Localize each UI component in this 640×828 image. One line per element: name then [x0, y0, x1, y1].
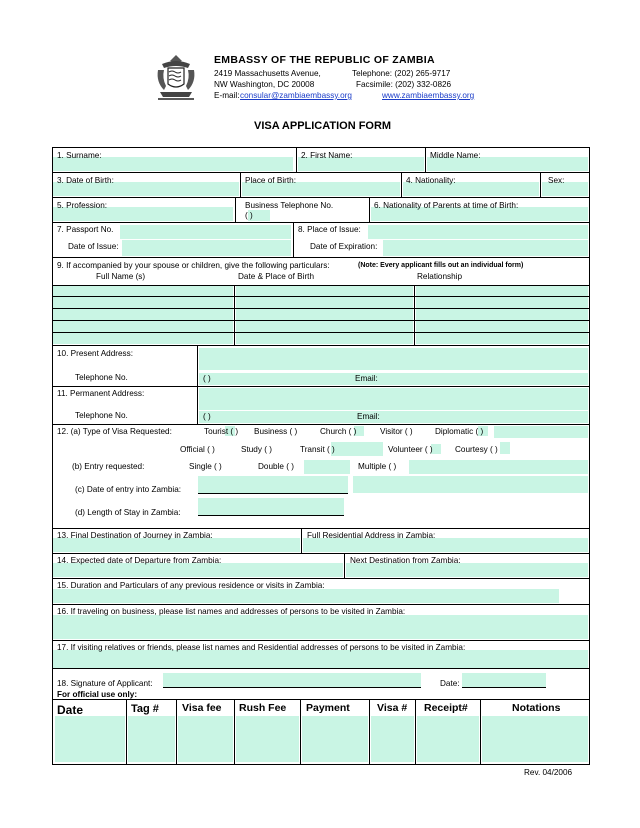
visitor-option[interactable]: Visitor ( ) — [380, 427, 413, 436]
date-expiration-label: Date of Expiration: — [310, 242, 378, 251]
courtesy-option[interactable]: Courtesy ( ) — [455, 445, 498, 454]
q14-label: 14. Expected date of Departure from Zambia: — [57, 556, 222, 565]
telephone: Telephone: (202) 265-9717 — [352, 69, 451, 78]
present-address-label: 10. Present Address: — [57, 349, 134, 358]
website-link[interactable]: www.zambiaembassy.org — [382, 91, 475, 100]
th-date: Date — [57, 703, 84, 717]
revision: Rev. 04/2006 — [524, 768, 573, 777]
relationship-header: Relationship — [417, 272, 463, 281]
q12a-label: 12. (a) Type of Visa Requested: — [57, 427, 172, 436]
official-use-label: For official use only: — [57, 690, 138, 699]
coat-of-arms-icon — [152, 52, 200, 104]
first-name-label: 2. First Name: — [301, 151, 353, 160]
date-issue-label: Date of Issue: — [68, 242, 119, 251]
address-line-1: 2419 Massachusetts Avenue, — [214, 69, 321, 78]
address-line-2: NW Washington, DC 20008 — [214, 80, 315, 89]
volunteer-option[interactable]: Volunteer ( ) — [388, 445, 433, 454]
q9-note: (Note: Every applicant fills out an individual form) — [358, 262, 524, 269]
official-option[interactable]: Official ( ) — [180, 445, 215, 454]
business-tel-label: Business Telephone No. — [245, 201, 334, 210]
study-option[interactable]: Study ( ) — [241, 445, 272, 454]
date-place-birth-header: Date & Place of Birth — [238, 272, 314, 281]
business-tel-paren: ( ) — [245, 211, 253, 220]
form-title: VISA APPLICATION FORM — [254, 120, 392, 132]
place-issue-label: 8. Place of Issue: — [298, 225, 361, 234]
embassy-title: EMBASSY OF THE REPUBLIC OF ZAMBIA — [214, 54, 435, 66]
passport-label: 7. Passport No. — [57, 225, 114, 234]
th-receipt: Receipt# — [424, 702, 468, 714]
q18-label: 18. Signature of Applicant: — [57, 679, 153, 688]
q17-label: 17. If visiting relatives or friends, please list names and Residential addresses of persons to be visited in Zambia: — [57, 643, 466, 652]
double-option[interactable]: Double ( ) — [258, 462, 294, 471]
th-visa-number: Visa # — [377, 702, 408, 714]
permanent-email-label: Email: — [357, 412, 380, 421]
present-telephone-label: Telephone No. — [75, 373, 128, 382]
middle-name-label: Middle Name: — [430, 151, 481, 160]
surname-label: 1. Surname: — [57, 151, 102, 160]
permanent-telephone-label: Telephone No. — [75, 411, 128, 420]
permanent-tel-paren: ( ) — [203, 412, 211, 421]
parents-nationality-label: 6. Nationality of Parents at time of Birth: — [374, 201, 519, 210]
next-dest-label: Next Destination from Zambia: — [350, 556, 461, 565]
th-payment: Payment — [306, 702, 350, 714]
th-tag: Tag # — [131, 703, 159, 715]
email-label: E-mail: — [214, 91, 240, 100]
full-name-header: Full Name (s) — [96, 272, 146, 281]
pob-label: Place of Birth: — [245, 176, 296, 185]
multiple-option[interactable]: Multiple ( ) — [358, 462, 397, 471]
full-res-label: Full Residential Address in Zambia: — [307, 531, 436, 540]
length-stay-label: (d) Length of Stay in Zambia: — [75, 508, 181, 517]
present-email-label: Email: — [355, 374, 378, 383]
q13-label: 13. Final Destination of Journey in Zambia: — [57, 531, 213, 540]
permanent-address-label: 11. Permanent Address: — [57, 389, 145, 398]
nationality-label: 4. Nationality: — [406, 176, 456, 185]
date-label: Date: — [440, 679, 460, 688]
transit-option[interactable]: Transit ( ) — [300, 445, 335, 454]
profession-label: 5. Profession: — [57, 201, 108, 210]
email-link[interactable]: consular@zambiaembassy.org — [240, 91, 352, 100]
single-option[interactable]: Single ( ) — [189, 462, 222, 471]
facsimile: Facsimile: (202) 332-0826 — [356, 80, 452, 89]
th-visa-fee: Visa fee — [182, 702, 222, 714]
sex-label: Sex: — [548, 176, 565, 185]
th-rush-fee: Rush Fee — [239, 702, 287, 714]
tourist-option[interactable]: Tourist ( ) — [204, 427, 239, 436]
diplomatic-option[interactable]: Diplomatic ( ) — [435, 427, 484, 436]
business-option[interactable]: Business ( ) — [254, 427, 298, 436]
q9-label: 9. If accompanied by your spouse or children, give the following particulars: — [57, 261, 330, 270]
church-option[interactable]: Church ( ) — [320, 427, 357, 436]
present-tel-paren: ( ) — [203, 374, 211, 383]
th-notations: Notations — [512, 702, 561, 714]
dob-label: 3. Date of Birth: — [57, 176, 114, 185]
q16-label: 16. If traveling on business, please list names and addresses of persons to be visited in Zambia: — [57, 607, 406, 616]
date-entry-label: (c) Date of entry into Zambia: — [75, 485, 182, 494]
entry-requested-label: (b) Entry requested: — [72, 462, 145, 471]
q15-label: 15. Duration and Particulars of any previous residence or visits in Zambia: — [57, 581, 325, 590]
